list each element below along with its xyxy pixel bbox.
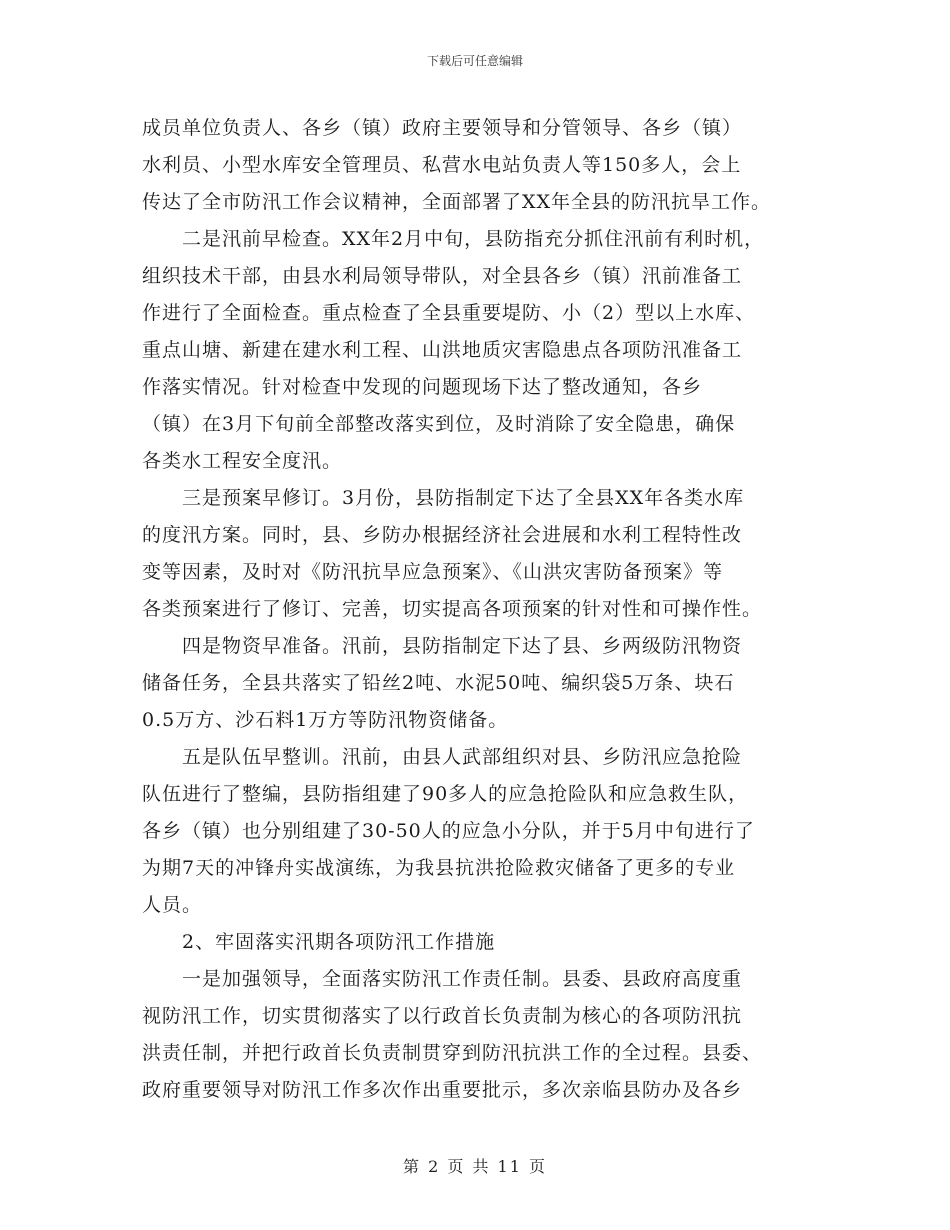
text-line: 三是预案早修订。3月份，县防指制定下达了全县XX年各类水库 [142, 487, 745, 509]
text-line: 重点山塘、新建在建水利工程、山洪地质灾害隐患点各项防汛准备工 [142, 339, 743, 361]
text-line: 成员单位负责人、各乡（镇）政府主要领导和分管领导、各乡（镇） [142, 117, 743, 139]
text-line: 人员。 [142, 894, 203, 916]
text-line: 政府重要领导对防汛工作多次作出重要批示，多次亲临县防办及各乡 [142, 1079, 743, 1101]
text-line: （镇）在3月下旬前全部整改落实到位，及时消除了安全隐患，确保 [142, 413, 736, 435]
text-line: 传达了全市防汛工作会议精神，全面部署了XX年全县的防汛抗旱工作。 [142, 191, 772, 213]
text-line: 一是加强领导，全面落实防汛工作责任制。县委、县政府高度重 [142, 968, 743, 990]
text-line: 四是物资早准备。汛前，县防指制定下达了县、乡两级防汛物资 [142, 635, 743, 657]
text-line: 变等因素，及时对《防汛抗旱应急预案》、《山洪灾害防备预案》等 [142, 561, 724, 583]
text-line: 水利员、小型水库安全管理员、私营水电站负责人等150多人，会上 [142, 154, 742, 176]
text-line: 洪责任制，并把行政首长负责制贯穿到防汛抗洪工作的全过程。县委、 [142, 1042, 763, 1064]
text-line: 作落实情况。针对检查中发现的问题现场下达了整改通知，各乡 [142, 376, 703, 398]
document-body [142, 110, 822, 1109]
text-line: 各类水工程安全度汛。 [142, 450, 343, 472]
page-header-note: 下载后可任意编辑 [426, 54, 523, 68]
text-line: 0.5万方、沙石料1万方等防汛物资储备。 [142, 709, 509, 731]
text-line: 各乡（镇）也分别组建了30-50人的应急小分队，并于5月中旬进行了 [142, 820, 755, 842]
text-line: 储备任务，全县共落实了铅丝2吨、水泥50吨、编织袋5万条、块石 [142, 672, 735, 694]
text-line: 各类预案进行了修订、完善，切实提高各项预案的针对性和可操作性。 [142, 598, 763, 620]
text-line: 二是汛前早检查。XX年2月中旬，县防指充分抓住汛前有利时机， [142, 228, 765, 250]
section-heading: 2、牢固落实汛期各项防汛工作措施 [142, 931, 496, 953]
text-line: 作进行了全面检查。重点检查了全县重要堤防、小（2）型以上水库、 [142, 302, 756, 324]
text-line: 五是队伍早整训。汛前，由县人武部组织对县、乡防汛应急抢险 [142, 746, 743, 768]
text-line: 队伍进行了整编，县防指组建了90多人的应急抢险队和应急救生队， [142, 783, 749, 805]
text-line: 为期7天的冲锋舟实战演练，为我县抗洪抢险救灾储备了更多的专业 [142, 857, 736, 879]
text-line: 的度汛方案。同时，县、乡防办根据经济社会进展和水利工程特性改 [142, 524, 743, 546]
text-line: 视防汛工作，切实贯彻落实了以行政首长负责制为核心的各项防汛抗 [142, 1005, 743, 1027]
page-number-footer: 第 2 页 共 11 页 [403, 1157, 547, 1176]
text-line: 组织技术干部，由县水利局领导带队，对全县各乡（镇）汛前准备工 [142, 265, 743, 287]
